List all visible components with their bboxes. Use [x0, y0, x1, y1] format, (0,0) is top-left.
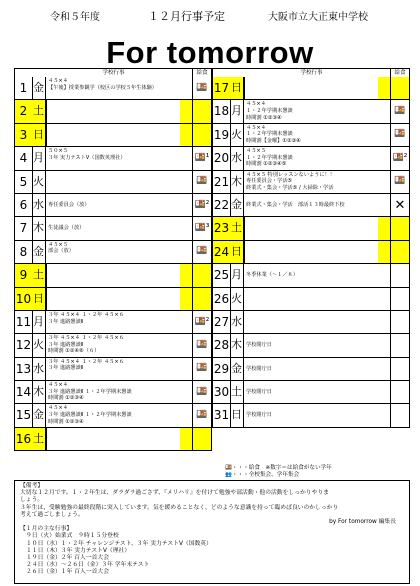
weekday: 火	[230, 124, 244, 146]
lunch-cell	[192, 334, 211, 356]
lunch-cell	[192, 217, 211, 239]
day-row	[14, 217, 212, 240]
event-cell	[46, 171, 180, 193]
day-number: 29	[213, 358, 231, 380]
day-row	[212, 171, 410, 194]
event-text: ３年 進路懇談Ⅱ １・２年学期末懇談	[48, 388, 132, 395]
bento-icon: 🍱	[196, 82, 208, 93]
weekday: 日	[32, 288, 46, 310]
event-cell	[46, 77, 180, 99]
day-number: 12	[15, 334, 33, 356]
bento-icon: 🍱²	[194, 199, 210, 210]
column-header	[212, 68, 410, 77]
day-number: 18	[213, 100, 231, 122]
weekday: 水	[230, 311, 244, 333]
event-text: 時間割 ①②③④⑤	[246, 161, 287, 168]
lunch-cell	[192, 77, 211, 99]
event-cell	[244, 288, 378, 310]
january-event: １１日（木）３年 実力テストⅤ（理社）	[26, 547, 131, 554]
legend-lunch: 🍱・・・給食 ※数字＝は給食がない学年	[225, 465, 332, 471]
event-cell	[46, 404, 180, 426]
calendar-column-left	[14, 68, 212, 451]
lunch-cell	[192, 404, 211, 426]
event-cell	[46, 358, 180, 380]
lunch-cell	[390, 264, 409, 286]
weekday: 土	[32, 428, 46, 450]
event-cell	[46, 241, 180, 263]
lunch-cell	[192, 124, 211, 146]
event-text: 時間割 ①②③④	[246, 114, 282, 121]
day-number: 27	[213, 311, 231, 333]
day-number: 10	[15, 288, 33, 310]
weekday: 金	[230, 194, 244, 216]
weekday: 金	[32, 77, 46, 99]
notes-text: 考えて過ごしましょう。	[20, 511, 84, 518]
event-cell	[46, 334, 180, 356]
bento-icon: 🍱	[196, 386, 208, 397]
legend	[225, 465, 415, 479]
day-row	[212, 381, 410, 404]
event-cell	[244, 100, 378, 122]
lunch-cell	[192, 381, 211, 403]
day-row	[212, 311, 410, 334]
weekday: 月	[32, 311, 46, 333]
lunch-cell	[192, 194, 211, 216]
lunch-cell	[192, 288, 211, 310]
day-number: 21	[213, 171, 231, 193]
weekday: 木	[230, 334, 244, 356]
event-text: 【午後】授業参観学（校区の学校５年生体験）	[48, 84, 157, 91]
event-text: ４５×４	[48, 405, 68, 412]
event-text: １・２年学期末懇談	[246, 154, 293, 161]
weekday: 水	[32, 358, 46, 380]
event-cell	[46, 147, 180, 169]
day-number: 31	[213, 404, 231, 426]
event-text: 時間割 ①②④⑥（６）	[48, 348, 100, 355]
event-text: 時間割 ①②③④	[48, 418, 84, 425]
day-row	[212, 217, 410, 240]
day-row	[14, 428, 212, 451]
day-number: 22	[213, 194, 231, 216]
day-number: 28	[213, 334, 231, 356]
day-row	[212, 264, 410, 287]
event-text: 専任委員会（放）	[48, 201, 90, 208]
day-row	[212, 358, 410, 381]
event-text: 学校閉庁日	[246, 388, 272, 395]
day-number: 5	[15, 171, 33, 193]
calendar-column-right	[212, 68, 410, 428]
event-text: ４５×４	[246, 101, 266, 108]
day-number: 17	[213, 77, 231, 99]
day-number: 1	[15, 77, 33, 99]
day-row	[14, 124, 212, 147]
legend-assembly: 👥・・・全校集会、学年集会	[225, 472, 300, 478]
weekday: 月	[32, 147, 46, 169]
event-cell	[46, 217, 180, 239]
event-text: ３年 進路懇談Ⅱ	[48, 365, 84, 372]
lunch-cell	[192, 358, 211, 380]
event-text: 学校閉庁日	[246, 342, 272, 349]
bento-icon: 🍱²	[392, 152, 408, 163]
lunch-cell	[192, 147, 211, 169]
notes-heading: 【備考】	[20, 483, 44, 489]
lunch-cell	[390, 241, 409, 263]
weekday: 金	[32, 241, 46, 263]
event-cell	[244, 358, 378, 380]
day-number: 25	[213, 264, 231, 286]
event-text: ４５×５	[246, 148, 266, 155]
january-heading: 【１月の主な行事】	[20, 526, 73, 533]
schedule-title: １２月行事予定	[148, 10, 225, 23]
weekday: 木	[32, 217, 46, 239]
weekday: 火	[230, 288, 244, 310]
weekday: 日	[230, 77, 244, 99]
day-row	[14, 334, 212, 357]
bento-icon: 🍱	[394, 106, 406, 117]
event-text: ３年 実力テストⅤ（国数英理社）	[48, 154, 126, 161]
january-events	[20, 533, 404, 576]
weekday: 金	[230, 358, 244, 380]
event-cell	[244, 264, 378, 286]
january-event: ２４日（水）～２６日（金）３年 学年末テスト	[26, 562, 150, 569]
event-text: 専任委員会・学活⑤	[246, 178, 293, 185]
weekday: 日	[230, 241, 244, 263]
day-row	[14, 404, 212, 427]
day-number: 24	[213, 241, 231, 263]
calendar	[14, 68, 410, 462]
event-cell	[244, 171, 378, 193]
event-text: ４５×４	[246, 124, 266, 131]
day-number: 26	[213, 288, 231, 310]
day-number: 7	[15, 217, 33, 239]
day-row	[14, 311, 212, 334]
lunch-cell	[192, 100, 211, 122]
day-row	[212, 147, 410, 170]
day-row	[212, 100, 410, 123]
day-row	[14, 194, 212, 217]
bento-icon: 🍱³	[194, 223, 210, 234]
day-row	[14, 288, 212, 311]
day-number: 20	[213, 147, 231, 169]
day-number: 2	[15, 100, 33, 122]
event-text: 時間割 ①②③④	[48, 395, 84, 402]
day-number: 3	[15, 124, 33, 146]
event-cell	[46, 194, 180, 216]
event-text: 冬季休業（～１／８）	[246, 272, 298, 279]
notes-text: 大切な１２月です。１・２年生は、ダラダラ過ごさず、『メリハリ』を付けて勉強や部活動・他の活動をしっかりやりま	[20, 490, 329, 497]
school-name: 大阪市立大正東中学校	[268, 12, 368, 23]
lunch-cell	[390, 171, 409, 193]
weekday: 日	[32, 124, 46, 146]
january-event: ２６日（金）１年 百人一首大会	[26, 569, 109, 576]
bento-icon: 🍱	[394, 129, 406, 140]
notes-box	[14, 480, 410, 584]
weekday: 月	[230, 100, 244, 122]
weekday: 木	[230, 171, 244, 193]
notes-text: ３年生は、受験勉強の最終段階に突入しています。気を緩めることなく、どのような意識を持って臨めば良いのかしっかり	[20, 504, 339, 511]
events-header: 学校行事	[102, 70, 125, 76]
event-cell	[244, 124, 378, 146]
cross-icon: ✕	[394, 197, 406, 213]
school-year: 令和５年度	[50, 12, 100, 23]
day-row	[212, 124, 410, 147]
event-text: ４５×４	[48, 78, 68, 84]
weekday: 土	[230, 217, 244, 239]
day-row	[14, 171, 212, 194]
event-cell	[244, 241, 378, 263]
event-cell	[244, 381, 378, 403]
day-row	[14, 241, 212, 264]
day-number: 16	[15, 428, 33, 450]
event-text: ３年 ４５×４ １・２年 ４５×６	[48, 335, 124, 342]
signature: by For tomorrow 編集長	[329, 519, 396, 526]
event-text: １・２年学期末懇談	[246, 131, 293, 138]
weekday: 木	[32, 381, 46, 403]
bento-icon: 🍱	[394, 176, 406, 187]
event-cell	[46, 428, 180, 450]
lunch-cell	[192, 428, 211, 450]
event-text: ３年 ４５×４ １・２年 ４５×６	[48, 311, 124, 318]
day-number: 6	[15, 194, 33, 216]
weekday: 火	[32, 334, 46, 356]
lunch-cell	[390, 217, 409, 239]
day-number: 19	[213, 124, 231, 146]
day-number: 13	[15, 358, 33, 380]
day-number: 4	[15, 147, 33, 169]
bento-icon: 🍱	[196, 410, 208, 421]
day-row	[212, 404, 410, 427]
day-row	[14, 100, 212, 123]
day-row	[14, 264, 212, 287]
event-cell	[46, 311, 180, 333]
event-text: ５０×５	[48, 148, 68, 155]
day-number: 11	[15, 311, 33, 333]
weekday: 土	[32, 264, 46, 286]
event-text: ３年 進路懇談Ⅱ	[48, 318, 84, 325]
lunch-cell	[390, 147, 409, 169]
event-text: ４５×５ 特別レッスンないように！！	[246, 171, 335, 178]
weekday: 土	[32, 100, 46, 122]
event-text: ３年 ４５×４ １・２年 ４５×６	[48, 358, 124, 365]
event-cell	[46, 100, 180, 122]
event-cell	[46, 264, 180, 286]
notes-text: しょう。	[20, 497, 44, 504]
lunch-cell	[390, 288, 409, 310]
day-number: 23	[213, 217, 231, 239]
column-header	[14, 68, 212, 77]
page-title: For tomorrow	[106, 35, 314, 70]
day-row	[14, 358, 212, 381]
lunch-cell	[192, 171, 211, 193]
lunch-header: 給食	[192, 69, 211, 77]
bento-icon: 🍱	[196, 363, 208, 374]
event-text: ３年 進路懇談Ⅱ	[48, 341, 84, 348]
day-number: 30	[213, 381, 231, 403]
event-text: 部会（放）	[48, 248, 74, 255]
event-cell	[46, 288, 180, 310]
event-text: ３年 進路懇談Ⅱ １・２年学期末懇談	[48, 412, 132, 419]
lunch-cell	[192, 241, 211, 263]
january-event: ９日（火）始業式 ９時１５分登校	[26, 533, 119, 540]
event-cell	[46, 381, 180, 403]
event-cell	[244, 77, 378, 99]
lunch-icon: 🍱	[225, 465, 232, 471]
day-number: 14	[15, 381, 33, 403]
event-text: 生徒議会（放）	[48, 225, 85, 232]
events-header: 学校行事	[300, 70, 323, 76]
lunch-cell	[390, 311, 409, 333]
event-cell	[244, 334, 378, 356]
event-cell	[244, 194, 378, 216]
weekday: 金	[32, 404, 46, 426]
day-number: 15	[15, 404, 33, 426]
bento-icon: 🍱	[196, 176, 208, 187]
event-cell	[244, 217, 378, 239]
bento-icon: 🍱	[196, 246, 208, 257]
no-lunch-icon	[390, 194, 409, 216]
lunch-cell	[192, 264, 211, 286]
weekday: 土	[230, 381, 244, 403]
lunch-cell	[390, 381, 409, 403]
header-bar	[0, 8, 420, 22]
event-cell	[244, 147, 378, 169]
day-row	[212, 288, 410, 311]
assembly-icon: 👥	[225, 472, 232, 478]
lunch-cell	[390, 334, 409, 356]
event-text: ４５×４	[48, 382, 68, 389]
event-cell	[46, 124, 180, 146]
weekday: 水	[230, 147, 244, 169]
event-text: 学校閉庁日	[246, 365, 272, 372]
lunch-cell	[390, 77, 409, 99]
event-cell	[244, 311, 378, 333]
event-text: 終業式・集会・学活⑤ / 大掃除・学活	[246, 184, 334, 191]
day-row	[212, 194, 410, 217]
event-text: 学校閉庁日	[246, 412, 272, 419]
day-row	[212, 241, 410, 264]
day-row	[14, 77, 212, 100]
day-row	[212, 334, 410, 357]
lunch-header: 給食	[390, 69, 409, 77]
day-row	[212, 77, 410, 100]
day-row	[14, 147, 212, 170]
lunch-cell	[390, 100, 409, 122]
day-number: 9	[15, 264, 33, 286]
lunch-cell	[390, 124, 409, 146]
bento-icon: 🍱	[196, 339, 208, 350]
event-cell	[244, 404, 378, 426]
event-text: ４５×５	[48, 241, 68, 248]
bento-icon: 🍱¹	[194, 152, 210, 163]
weekday: 月	[230, 264, 244, 286]
weekday: 水	[32, 194, 46, 216]
day-number: 8	[15, 241, 33, 263]
lunch-cell	[390, 358, 409, 380]
day-row	[14, 381, 212, 404]
event-text: 時間割【金曜】①②③④	[246, 137, 301, 144]
january-event: １９日（金）２年 百人一首大会	[26, 555, 109, 562]
weekday: 日	[230, 404, 244, 426]
weekday: 火	[32, 171, 46, 193]
bento-icon: 🍱²	[194, 316, 210, 327]
lunch-cell	[390, 404, 409, 426]
january-event: １０日（水）１・２年 チャレンジテスト、３年 実力テストⅤ（国数英）	[26, 540, 212, 547]
event-text: １・２年学期末懇談	[246, 107, 293, 114]
lunch-cell	[192, 311, 211, 333]
event-text: 終業式・集会・学活 部活１３時最終下校	[246, 201, 345, 208]
